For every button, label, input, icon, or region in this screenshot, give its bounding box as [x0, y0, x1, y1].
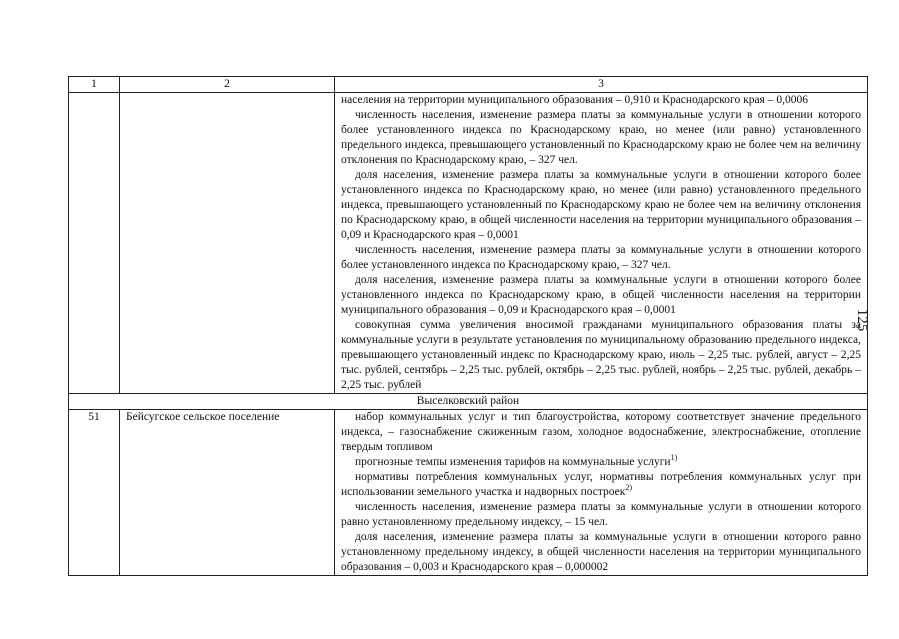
paragraph: численность населения, изменение размера платы за коммунальные услуги в отношении которого равно установленному предельному индексу, – 15 чел.	[341, 501, 861, 528]
paragraph	[341, 455, 861, 470]
section-title: Выселковский район	[69, 394, 868, 410]
row-content-cell	[335, 93, 868, 394]
row-content-cell	[335, 410, 868, 576]
paragraph: доля населения, изменение размера платы за коммунальные услуги в отношении которого более установленного индекса по Краснодарскому краю, в общей численности населения на территории муниципального образования – 0,09 и Краснодарского края – 0,0001	[341, 274, 861, 316]
header-col-3: 3	[335, 77, 868, 93]
page-number: 125	[854, 308, 870, 332]
paragraph-text: прогнозные темпы изменения тарифов на коммунальные услуги	[355, 456, 671, 468]
paragraph: доля населения, изменение размера платы за коммунальные услуги в отношении которого равно установленному предельному индексу, в общей численности населения на территории муниципального образования – 0,003 и Краснодарского края – 0,000002	[341, 531, 861, 573]
header-col-2: 2	[120, 77, 335, 93]
document-table	[68, 76, 868, 576]
row-number: 51	[69, 410, 120, 576]
paragraph-text: нормативы потребления коммунальных услуг, нормативы потребления коммунальных услуг при использовании земельного участка и надворных построек	[341, 471, 861, 498]
paragraph: численность населения, изменение размера платы за коммунальные услуги в отношении которого более установленного индекса по Краснодарскому краю, но менее (или равно) установленного предельного индекса, превышающего установленный по Краснодарскому краю не более чем на величину отклонения по Краснодарскому краю, – 327 чел.	[341, 109, 861, 166]
table-header-row	[69, 77, 868, 93]
table-row-51	[69, 410, 868, 576]
section-row	[69, 394, 868, 410]
header-col-1: 1	[69, 77, 120, 93]
municipality-name: Бейсугское сельское поселение	[120, 410, 335, 576]
row-number-cell	[69, 93, 120, 394]
paragraph	[341, 470, 861, 500]
paragraph: численность населения, изменение размера платы за коммунальные услуги в отношении которого более установленного индекса по Краснодарскому краю, – 327 чел.	[341, 244, 861, 271]
paragraph: населения на территории муниципального образования – 0,910 и Краснодарского края – 0,0006	[341, 94, 808, 106]
table-row-continuation	[69, 93, 868, 394]
paragraph: доля населения, изменение размера платы за коммунальные услуги в отношении которого более установленного индекса по Краснодарскому краю, но менее (или равно) установленного предельного индекса, превышающего установленный по Краснодарскому краю не более чем на величину отклонения по Краснодарскому краю, в общей численности населения на территории муниципального образования – 0,09 и Краснодарского края – 0,0001	[341, 169, 861, 241]
footnote-ref: 1)	[670, 453, 678, 463]
row-name-cell	[120, 93, 335, 394]
paragraph: набор коммунальных услуг и тип благоустройства, которому соответствует значение предельного индекса, – газоснабжение сжиженным газом, холодное водоснабжение, электроснабжение, отопление твердым топливом	[341, 411, 861, 453]
footnote-ref: 2)	[625, 483, 633, 493]
paragraph: совокупная сумма увеличения вносимой гражданами муниципального образования платы за коммунальные услуги в результате установления по муниципальному образованию предельного индекса, превышающего установленный индекс по Краснодарскому краю, июль – 2,25 тыс. рублей, август – 2,25 тыс. рублей, сентябрь – 2,25 тыс. рублей, октябрь – 2,25 тыс. рублей, ноябрь – 2,25 тыс. рублей, декабрь – 2,25 тыс. рублей	[341, 319, 861, 391]
